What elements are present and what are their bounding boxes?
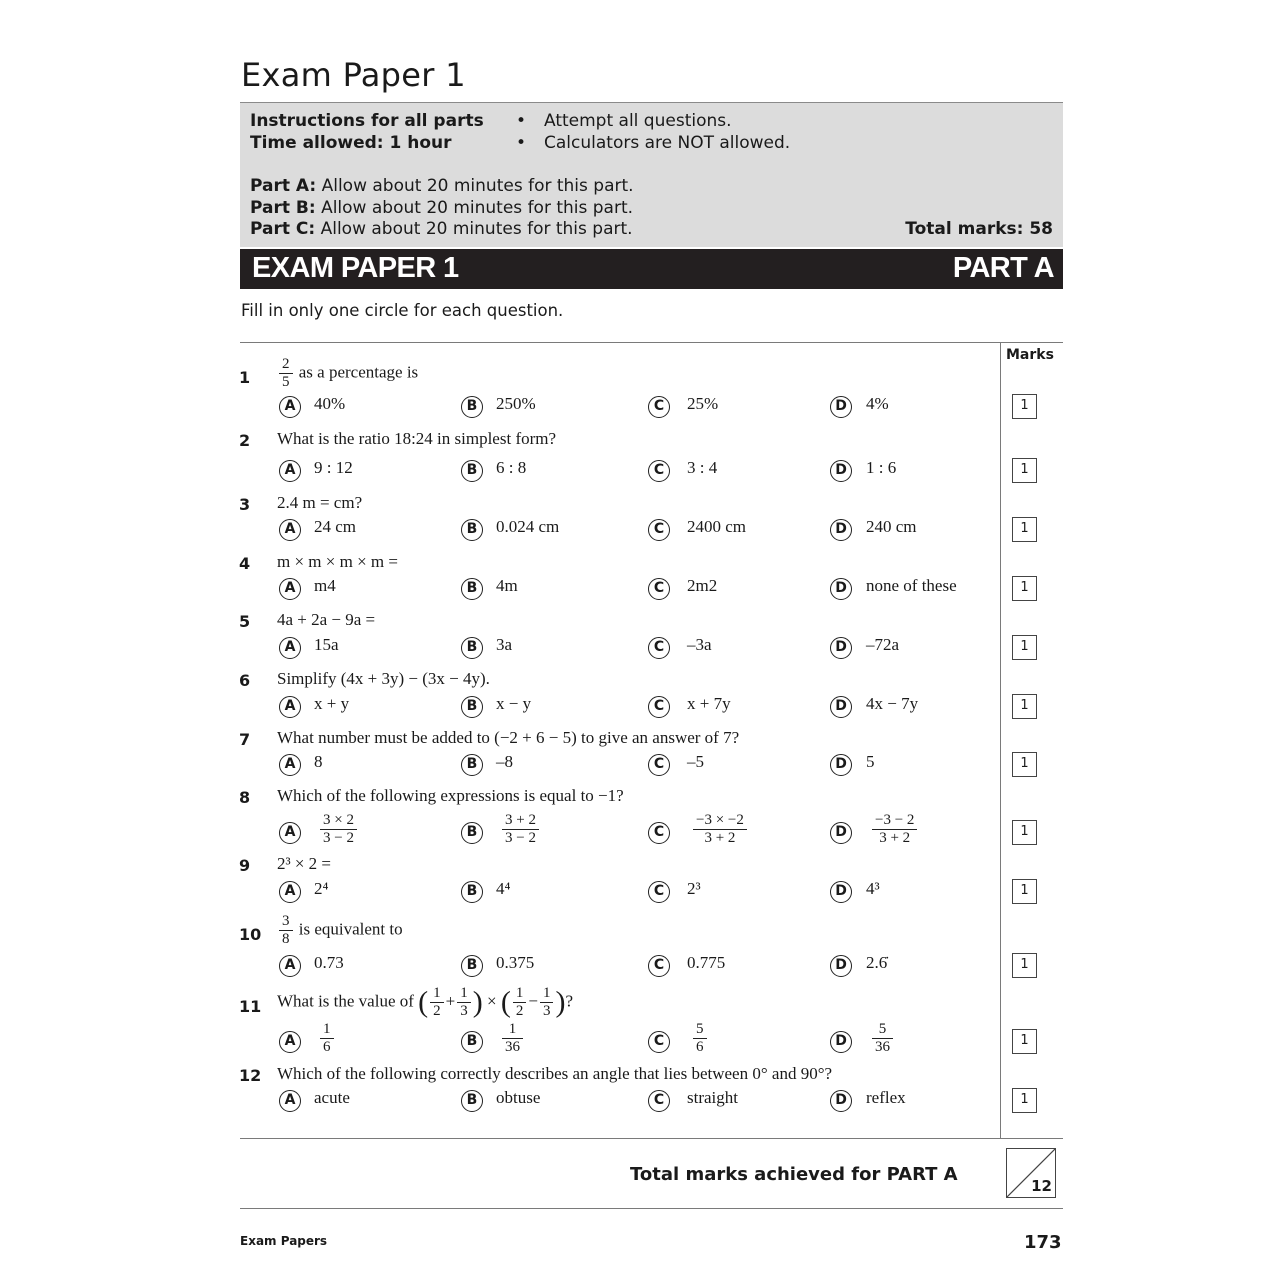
bullet-icon: • xyxy=(516,133,527,153)
question-number: 9 xyxy=(239,856,251,875)
answer-bubble-c[interactable]: C xyxy=(648,1090,670,1112)
question-text: 2.4 m = cm? xyxy=(277,493,363,512)
denominator: 36 xyxy=(505,1039,520,1055)
answer-bubble-b[interactable]: B xyxy=(461,822,483,844)
answer-option: x + y xyxy=(314,694,350,713)
instructions-heading: Instructions for all parts xyxy=(250,111,484,131)
question-number: 2 xyxy=(239,431,251,450)
fraction xyxy=(279,356,293,391)
denominator: 3 xyxy=(542,1003,551,1019)
question-text xyxy=(277,356,418,391)
answer-bubble-b[interactable]: B xyxy=(461,955,483,977)
answer-bubble-b[interactable]: B xyxy=(461,578,483,600)
answer-bubble-c[interactable]: C xyxy=(648,955,670,977)
question-text xyxy=(277,913,403,948)
answer-bubble-b[interactable]: B xyxy=(461,460,483,482)
answer-bubble-a[interactable]: A xyxy=(279,1031,301,1053)
numerator: 1 xyxy=(430,985,444,1003)
answer-bubble-c[interactable]: C xyxy=(648,822,670,844)
section-banner xyxy=(240,249,1063,289)
answer-option: 4x − 7y xyxy=(866,694,919,713)
answer-bubble-a[interactable]: A xyxy=(279,881,301,903)
answer-bubble-c[interactable]: C xyxy=(648,881,670,903)
numerator: 1 xyxy=(502,1021,523,1039)
answer-option: –72a xyxy=(866,635,900,654)
numerator: 1 xyxy=(320,1021,334,1039)
answer-option: 2m2 xyxy=(687,576,718,595)
answer-option: 6 : 8 xyxy=(496,458,527,477)
question-text: Which of the following expressions is equal to −1? xyxy=(277,786,624,805)
answer-bubble-d[interactable]: D xyxy=(830,1090,852,1112)
fraction xyxy=(693,812,747,847)
table-bottom-rule xyxy=(240,1138,1063,1139)
answer-bubble-a[interactable]: A xyxy=(279,519,301,541)
marks-column-rule xyxy=(1000,342,1001,1138)
answer-option: none of these xyxy=(866,576,957,595)
mark-box[interactable]: 1 xyxy=(1012,458,1037,483)
answer-option: 15a xyxy=(314,635,339,654)
numerator: 1 xyxy=(540,985,554,1003)
mark-box[interactable]: 1 xyxy=(1012,1029,1037,1054)
answer-bubble-c[interactable]: C xyxy=(648,519,670,541)
answer-option: straight xyxy=(687,1088,738,1107)
mark-box[interactable]: 1 xyxy=(1012,694,1037,719)
denominator: 2 xyxy=(515,1003,524,1019)
question-number: 7 xyxy=(239,730,251,749)
part-text: Allow about 20 minutes for this part. xyxy=(321,198,634,218)
numerator: 5 xyxy=(872,1021,893,1039)
answer-bubble-d[interactable]: D xyxy=(830,754,852,776)
answer-bubble-a[interactable]: A xyxy=(279,578,301,600)
close-paren: ) xyxy=(472,985,483,1019)
answer-option xyxy=(691,1021,709,1056)
fraction xyxy=(872,1021,893,1056)
numerator: 3 xyxy=(279,913,293,931)
fraction xyxy=(279,913,293,948)
answer-option xyxy=(318,1021,336,1056)
answer-bubble-a[interactable]: A xyxy=(279,1090,301,1112)
total-out-of: 12 xyxy=(1031,1177,1052,1195)
bullet-icon: • xyxy=(516,111,527,131)
denominator: 3 − 2 xyxy=(323,830,354,846)
fraction xyxy=(502,812,539,847)
denominator: 3 − 2 xyxy=(505,830,536,846)
footer-rule xyxy=(240,1208,1063,1209)
answer-option xyxy=(500,1021,525,1056)
answer-option: 240 cm xyxy=(866,517,917,536)
fraction xyxy=(320,812,357,847)
question-text: What is the ratio 18:24 in simplest form? xyxy=(277,429,557,448)
answer-option: 4m xyxy=(496,576,518,595)
answer-option xyxy=(691,812,749,847)
part-text: Allow about 20 minutes for this part. xyxy=(320,219,633,239)
denominator: 8 xyxy=(282,931,290,947)
marks-header: Marks xyxy=(1006,347,1054,363)
answer-bubble-d[interactable]: D xyxy=(830,1031,852,1053)
answer-bubble-a[interactable]: A xyxy=(279,955,301,977)
question-number: 4 xyxy=(239,554,251,573)
answer-option: 2.6̇ xyxy=(866,953,888,972)
fraction xyxy=(430,985,444,1020)
answer-bubble-a[interactable]: A xyxy=(279,396,301,418)
page-title: Exam Paper 1 xyxy=(241,56,466,94)
answer-option xyxy=(870,812,919,847)
answer-bubble-b[interactable]: B xyxy=(461,1031,483,1053)
numerator: 3 + 2 xyxy=(502,812,539,830)
answer-bubble-b[interactable]: B xyxy=(461,396,483,418)
part-label: Part B: xyxy=(250,198,316,218)
mark-box[interactable]: 1 xyxy=(1012,879,1037,904)
answer-option: reflex xyxy=(866,1088,906,1107)
answer-option: 25% xyxy=(687,394,719,413)
question-number: 11 xyxy=(239,997,262,1016)
mark-box[interactable]: 1 xyxy=(1012,576,1037,601)
numerator: 5 xyxy=(693,1021,707,1039)
answer-option xyxy=(870,1021,895,1056)
answer-option: 4³ xyxy=(866,879,880,898)
answer-bubble-d[interactable]: D xyxy=(830,955,852,977)
fraction xyxy=(457,985,471,1020)
answer-option: 4% xyxy=(866,394,889,413)
page-number: 173 xyxy=(1024,1232,1062,1253)
banner-title: EXAM PAPER 1 xyxy=(252,252,459,284)
answer-option: obtuse xyxy=(496,1088,541,1107)
answer-bubble-d[interactable]: D xyxy=(830,637,852,659)
answer-bubble-c[interactable]: C xyxy=(648,696,670,718)
question-number: 5 xyxy=(239,612,251,631)
fraction xyxy=(320,1021,334,1056)
close-paren: ) xyxy=(555,985,566,1019)
open-paren: ( xyxy=(500,985,511,1019)
question-stem: is equivalent to xyxy=(298,919,403,939)
denominator: 5 xyxy=(282,374,290,390)
answer-option: 40% xyxy=(314,394,346,413)
answer-option: 4⁴ xyxy=(496,879,511,898)
part-a-instruction xyxy=(250,176,634,196)
fraction xyxy=(540,985,554,1020)
numerator: 1 xyxy=(457,985,471,1003)
answer-option: m4 xyxy=(314,576,336,595)
answer-bubble-d[interactable]: D xyxy=(830,578,852,600)
answer-option: x − y xyxy=(496,694,532,713)
question-number: 8 xyxy=(239,788,251,807)
answer-option: acute xyxy=(314,1088,350,1107)
numerator: −3 × −2 xyxy=(693,812,747,830)
answer-option: 2³ xyxy=(687,879,701,898)
answer-option: 8 xyxy=(314,752,323,771)
part-c-instruction xyxy=(250,219,633,239)
answer-bubble-c[interactable]: C xyxy=(648,1031,670,1053)
answer-option: 3a xyxy=(496,635,513,654)
answer-option: 1 : 6 xyxy=(866,458,897,477)
footer-section: Exam Papers xyxy=(240,1234,328,1248)
answer-bubble-d[interactable]: D xyxy=(830,822,852,844)
question-text: What is the value of ( $\frac{1}{2}$ + $\frac{1}{3}$ ) × ( $\frac{1}{2}$ − $\frac{1}{3}$ )? xyxy=(277,985,573,1019)
fraction xyxy=(693,1021,707,1056)
numerator: 2 xyxy=(279,356,293,374)
answer-bubble-c[interactable]: C xyxy=(648,637,670,659)
mark-box[interactable]: 1 xyxy=(1012,953,1037,978)
answer-option: 9 : 12 xyxy=(314,458,353,477)
answer-option xyxy=(318,812,359,847)
denominator: 3 + 2 xyxy=(704,830,736,846)
question-text: m × m × m × m = xyxy=(277,552,398,571)
instruction-bullet: Attempt all questions. xyxy=(544,111,732,131)
mark-box[interactable]: 1 xyxy=(1012,517,1037,542)
question-number: 3 xyxy=(239,495,251,514)
answer-bubble-b[interactable]: B xyxy=(461,637,483,659)
total-marks: Total marks: 58 xyxy=(905,219,1053,239)
part-label: Part C: xyxy=(250,219,316,239)
fraction xyxy=(513,985,527,1020)
mark-box[interactable]: 1 xyxy=(1012,820,1037,845)
denominator: 6 xyxy=(696,1039,704,1055)
question-stem: as a percentage is xyxy=(298,362,419,382)
answer-bubble-a[interactable]: A xyxy=(279,696,301,718)
question-text: What number must be added to (−2 + 6 − 5) to give an answer of 7? xyxy=(277,728,740,747)
answer-option: –3a xyxy=(687,635,712,654)
answer-bubble-c[interactable]: C xyxy=(648,578,670,600)
answer-bubble-d[interactable]: D xyxy=(830,696,852,718)
instruction-bullet: Calculators are NOT allowed. xyxy=(544,133,791,153)
answer-option: –8 xyxy=(496,752,513,771)
answer-bubble-d[interactable]: D xyxy=(830,881,852,903)
numerator: 3 × 2 xyxy=(320,812,357,830)
answer-bubble-a[interactable]: A xyxy=(279,637,301,659)
mark-box[interactable]: 1 xyxy=(1012,635,1037,660)
fraction xyxy=(502,1021,523,1056)
answer-option: 2⁴ xyxy=(314,879,329,898)
answer-option: 0.375 xyxy=(496,953,535,972)
answer-option: 0.024 cm xyxy=(496,517,560,536)
total-achieved-box[interactable] xyxy=(1006,1148,1056,1198)
answer-bubble-d[interactable]: D xyxy=(830,396,852,418)
answer-option: 0.73 xyxy=(314,953,344,972)
answer-bubble-d[interactable]: D xyxy=(830,519,852,541)
answer-bubble-a[interactable]: A xyxy=(279,460,301,482)
answer-option: 250% xyxy=(496,394,536,413)
question-number: 10 xyxy=(239,925,262,944)
instructions-panel xyxy=(240,103,1063,247)
answer-option xyxy=(500,812,541,847)
denominator: 3 + 2 xyxy=(879,830,911,846)
mark-box[interactable]: 1 xyxy=(1012,1088,1037,1113)
answer-bubble-d[interactable]: D xyxy=(830,460,852,482)
time-allowed: Time allowed: 1 hour xyxy=(250,133,452,153)
answer-bubble-b[interactable]: B xyxy=(461,696,483,718)
answer-option: 3 : 4 xyxy=(687,458,718,477)
denominator: 36 xyxy=(875,1039,890,1055)
fill-instruction: Fill in only one circle for each question. xyxy=(241,301,564,320)
answer-bubble-b[interactable]: B xyxy=(461,881,483,903)
answer-bubble-c[interactable]: C xyxy=(648,754,670,776)
question-number: 12 xyxy=(239,1066,262,1085)
part-label: Part A: xyxy=(250,176,317,196)
total-achieved-label: Total marks achieved for PART A xyxy=(630,1164,958,1185)
banner-part: PART A xyxy=(952,252,1054,284)
part-text: Allow about 20 minutes for this part. xyxy=(321,176,634,196)
answer-bubble-a[interactable]: A xyxy=(279,754,301,776)
table-top-rule xyxy=(240,342,1063,343)
question-number: 6 xyxy=(239,671,251,690)
answer-option: 24 cm xyxy=(314,517,357,536)
denominator: 3 xyxy=(460,1003,468,1019)
answer-bubble-b[interactable]: B xyxy=(461,519,483,541)
answer-bubble-c[interactable]: C xyxy=(648,460,670,482)
numerator: −3 − 2 xyxy=(872,812,917,830)
denominator: 2 xyxy=(433,1003,441,1019)
answer-option: 2400 cm xyxy=(687,517,747,536)
answer-option: 5 xyxy=(866,752,875,771)
answer-option: –5 xyxy=(687,752,704,771)
answer-bubble-b[interactable]: B xyxy=(461,754,483,776)
denominator: 6 xyxy=(323,1039,331,1055)
part-b-instruction xyxy=(250,198,633,218)
mark-box[interactable]: 1 xyxy=(1012,752,1037,777)
open-paren: ( xyxy=(418,985,429,1019)
question-text: 4a + 2a − 9a = xyxy=(277,610,376,629)
answer-option: 0.775 xyxy=(687,953,726,972)
numerator: 1 xyxy=(513,985,527,1003)
question-number: 1 xyxy=(239,368,251,387)
answer-bubble-c[interactable]: C xyxy=(648,396,670,418)
question-stem: What is the value of xyxy=(277,991,414,1011)
question-text: Simplify (4x + 3y) − (3x − 4y). xyxy=(277,669,490,688)
answer-bubble-a[interactable]: A xyxy=(279,822,301,844)
fraction xyxy=(872,812,917,847)
answer-bubble-b[interactable]: B xyxy=(461,1090,483,1112)
mark-box[interactable]: 1 xyxy=(1012,394,1037,419)
answer-option: x + 7y xyxy=(687,694,731,713)
question-text: 2³ × 2 = xyxy=(277,854,332,873)
question-text: Which of the following correctly describes an angle that lies between 0° and 90°? xyxy=(277,1064,833,1083)
